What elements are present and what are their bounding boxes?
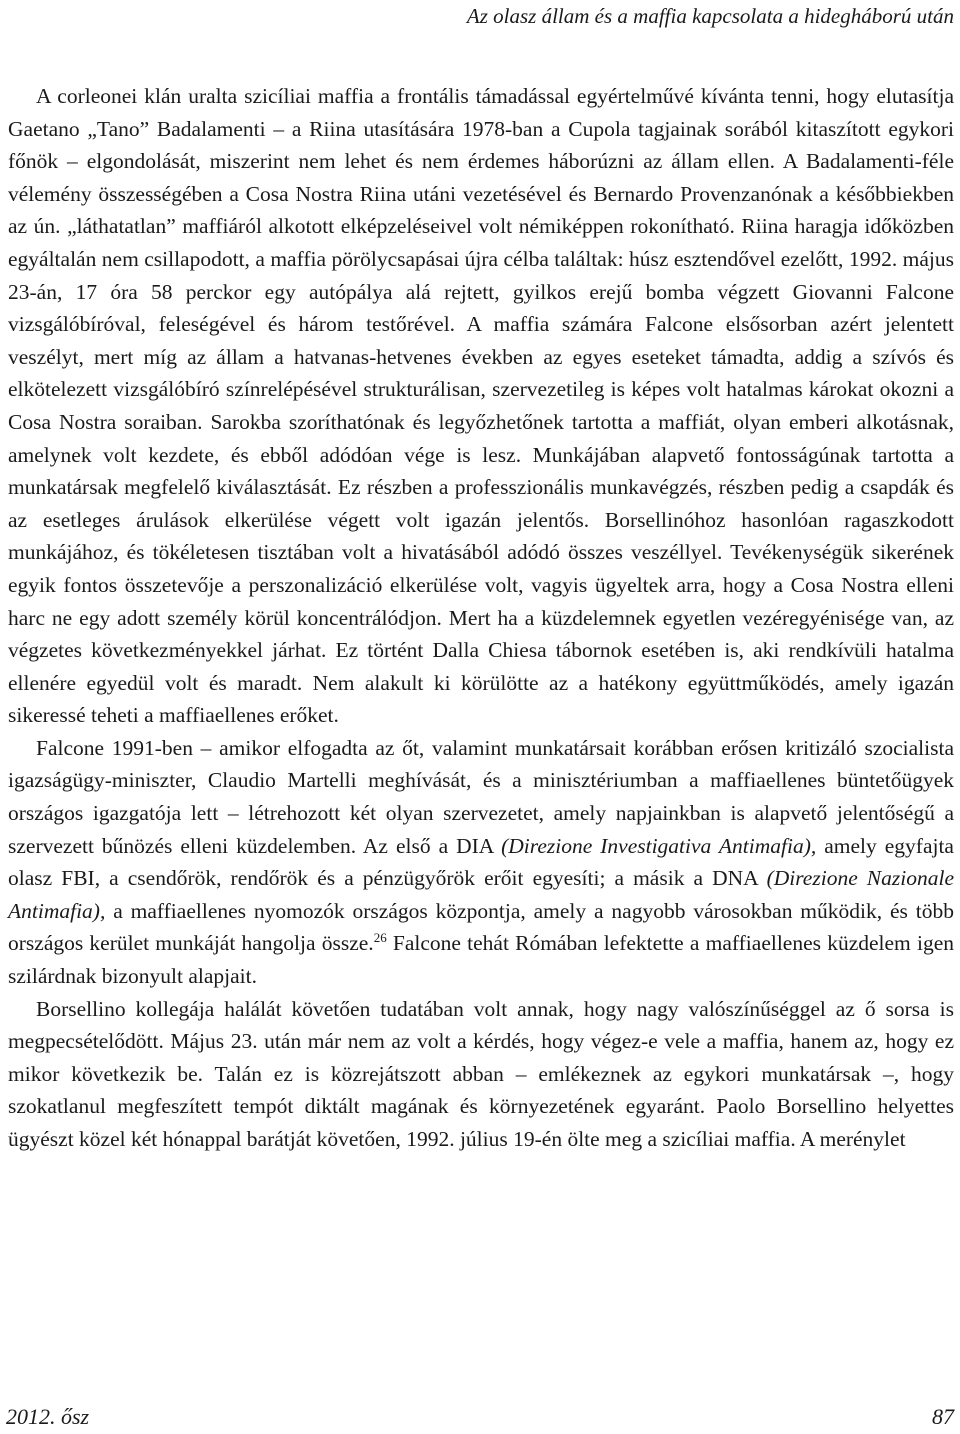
dia-name: (Direzione Investigativa Antimafia), bbox=[501, 833, 817, 858]
paragraph-2-text-d: Falcone tehát Rómában lefektette a maffiaellenes küzdelem igen szilárdnak bizonyult alapjait. bbox=[8, 931, 954, 989]
paragraph-3: Borsellino kollegája halálát követően tudatában volt annak, hogy nagy valószínűséggel az ő sorsa is megpecsételődött. Május 23. után már nem az volt a kérdés, hogy végez-e vele a maffia, hanem az, hogy ez mikor következik be. Talán ez is közrejátszott abban – emlékeznek az egykori munkatársak –, hogy szokatlanul megfeszített tempót diktált magának és környezetének egyaránt. Paolo Borsellino helyettes ügyészt közel két hónappal barátját követően, 1992. július 19-én ölte meg a szicíliai maffia. A merénylet bbox=[8, 996, 954, 1151]
paragraph-1: A corleonei klán uralta szicíliai maffia a frontális támadással egyértelművé kívánta tenni, hogy elutasítja Gaetano „Tano” Badalamenti – a Riina utasítására 1978-ban a Cupola tagjainak sorából kitaszított egykori főnök – elgondolását, miszerint nem lehet és nem érdemes háborúzni az állam ellen. A Badalamenti-féle vélemény összességében a Cosa Nostra Riina utáni vezetésével és Bernardo Provenzanónak a későbbiekben az ún. „láthatatlan” maffiáról alkotott elképzeléseivel volt némiképpen rokonítható. Riina haragja időközben egyáltalán nem csillapodott, a maffia pörölycsapásai újra célba találtak: húsz esztendővel ezelőtt, 1992. május 23-án, 17 óra 58 perckor egy autópálya alá rejtett, gyilkos erejű bomba végzett Giovanni Falcone vizsgálóbíróval, feleségével és három testőrével. A maffia számára Falcone elsősorban azért jelentett veszélyt, mert míg az állam a hatvanas-hetvenes években az egyes eseteket támadta, addig a szívós és elkötelezett vizsgálóbíró színrelépésével strukturálisan, szervezetileg is képes volt hatalmas károkat okozni a Cosa Nostra soraiban. Sarokba szoríthatónak és legyőzhetőnek tartotta a maffiát, olyan emberi alkotásnak, amelynek volt kezdete, és ebből adódóan vége is lesz. Munkájában alapvető fontosságúnak tartotta a munkatársak megfelelő kiválasztását. Ez részben a professzionális munkavégzés, részben pedig a csapdák és az esetleges árulások elkerülése végett volt igazán jelentős. Borsellinóhoz hasonlóan ragaszkodott munkájához, és tökéletesen tisztában volt a hivatásából adódó összes veszéllyel. Tevékenységük sikerének egyik fontos összetevője a perszonalizáció elkerülése volt, vagyis ügyeltek arra, hogy a Cosa Nostra elleni harc ne egy adott személy körül koncentrálódjon. Mert ha a küzdelemnek egyetlen vezéregyénisége van, az végzetes következményekkel járhat. Ez történt Dalla Chiesa tábornok esetében is, aki rendkívüli hatalma ellenére egyedül volt és maradt. Nem alakult ki körülötte az a hatékony együttműködés, amely igazán sikeressé teheti a maffiaellenes erőket. bbox=[8, 84, 954, 728]
page-number: 87 bbox=[932, 1404, 954, 1429]
dna-name: (Direzione Nazionale Antimafia), bbox=[8, 866, 954, 923]
paragraph-2-text-c: a maffiaellenes nyomozók országos központja, amely a nagyobb városokban működik, és több országos kerület munkáját hangolja össze. bbox=[8, 898, 954, 956]
issue-label: 2012. ősz bbox=[6, 1404, 90, 1429]
footnote-reference: 26 bbox=[373, 930, 387, 946]
article-body bbox=[8, 80, 954, 1156]
paragraph-2-text-a: Falcone 1991-ben – amikor elfogadta az őt, valamint munkatársait korábban erősen kritizáló szocialista igazságügy-miniszter, Claudio Martelli meghívását, és a minisztériumban a maffiaellenes büntetőügyek országos igazgatója lett – létrehozott két olyan szervezetet, amely napjainkban is alapvető jelentőségű a szervezett bűnözés elleni küzdelemben. Az első a DIA bbox=[8, 735, 954, 858]
page-footer bbox=[6, 1402, 954, 1432]
running-header-title: Az olasz állam és a maffia kapcsolata a hidegháború után bbox=[466, 4, 954, 28]
paragraph-2 bbox=[8, 732, 954, 993]
paragraph-2-text-b: amely egyfajta olasz FBI, a csendőrök, rendőrök és a pénzügyőrök erőit egyesíti; a másik a DNA bbox=[8, 833, 954, 891]
